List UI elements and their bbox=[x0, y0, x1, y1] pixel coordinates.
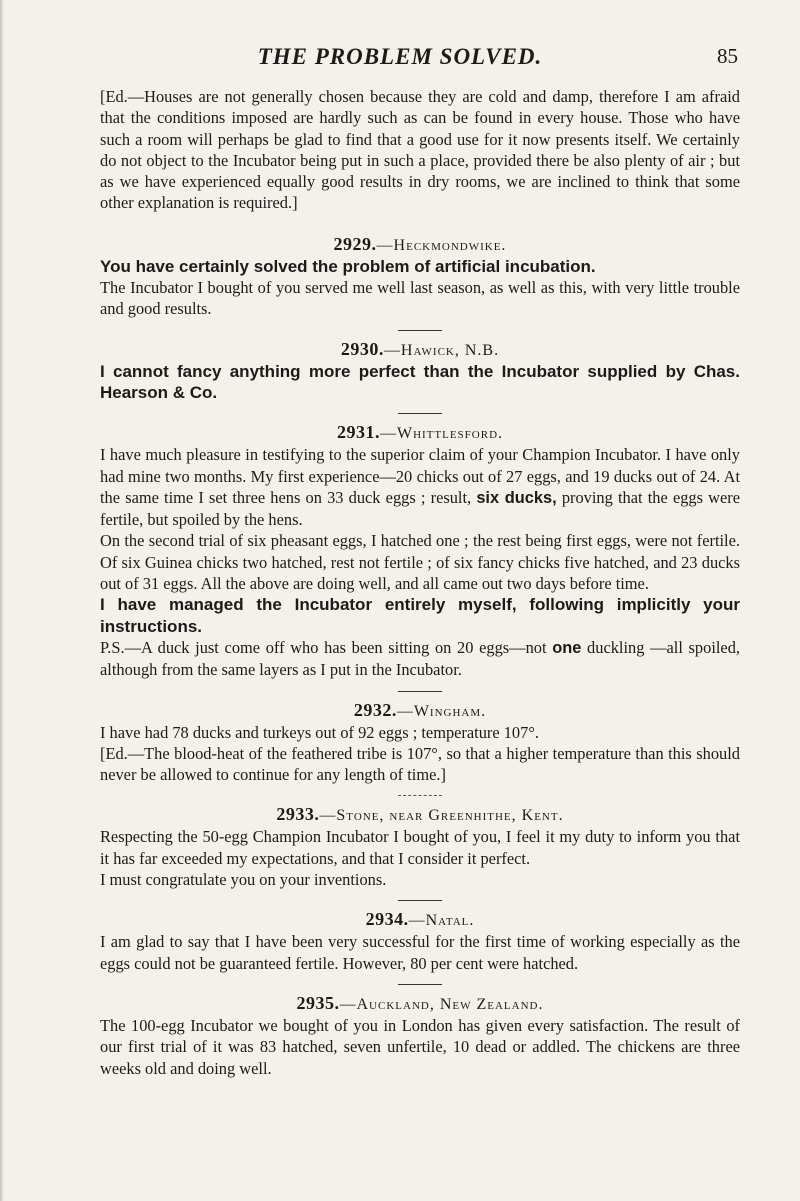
letter-body: I am glad to say that I have been very successful for the first time of working especially as the eggs could not be guaranteed fertile. However, 80 per cent were hatched. bbox=[100, 932, 740, 973]
letter-number: 2932. bbox=[353, 699, 397, 720]
letter-number: 2931. bbox=[336, 422, 380, 443]
letter-body: The Incubator I bought of you served me well last season, as well as this, with very little trouble and good results. bbox=[100, 278, 740, 319]
page-body bbox=[100, 86, 740, 1079]
text-run: I have much pleasure in testifying to the superior claim of your Champion Incubator. I have only had mine two months. My first experience—20 chicks out of 27 eggs, and 19 ducks out of 24. At the same time I set three hens on 33 duck eggs ; result, bbox=[100, 445, 740, 507]
divider-rule bbox=[398, 984, 442, 985]
letter-body: The 100-egg Incubator we bought of you in London has given every satisfaction. The result of our first trial of it was 83 hatched, seven unfertile, 10 dead or addled. The chickens are three weeks old and doing well. bbox=[100, 1015, 740, 1078]
letter-body: I have had 78 ducks and turkeys out of 92 eggs ; temperature 107°. bbox=[100, 722, 539, 742]
letter-place: —Auckland, New Zealand. bbox=[339, 995, 544, 1013]
divider-rule bbox=[398, 330, 442, 331]
letter-number: 2933. bbox=[276, 804, 320, 825]
letter-paragraph: On the second trial of six pheasant eggs, I hatched one ; the rest being first eggs, were not fertile. Of six Guinea chicks two hatched, rest not fertile ; of six fancy chicks five hatched, and 23 ducks out of 31 eggs. All the above are doing well, and all came out two days before time. bbox=[100, 531, 740, 594]
letter-number: 2930. bbox=[340, 338, 384, 359]
letter-heading-2929 bbox=[100, 234, 740, 255]
divider-rule bbox=[398, 795, 442, 796]
text-run: proving that the eggs were fertile, but spoiled by the hens. bbox=[100, 487, 741, 530]
letter-paragraph bbox=[100, 444, 740, 530]
letter-place: —Heckmondwike. bbox=[376, 236, 507, 254]
letter-heading-2932 bbox=[100, 700, 740, 721]
postscript bbox=[100, 637, 740, 681]
letter-heading-2933 bbox=[100, 804, 740, 825]
page-number: 85 bbox=[717, 44, 738, 68]
divider-rule bbox=[398, 413, 442, 414]
editor-note-intro: [Ed.—Houses are not generally chosen because they are cold and damp, therefore I am afraid that the conditions imposed are hardly such as can be found in every house. Those who have such a room will perhaps be glad to find that a good use for it now presents itself. We certainly do not object to the Incubator being put in such a place, provided there be also plenty of air ; but as we have experienced equally good results in dry rooms, we are inclined to think that some other explanation is required.] bbox=[100, 87, 740, 213]
emphasis-text: one bbox=[552, 638, 582, 657]
letter-place: —Hawick, N.B. bbox=[383, 341, 500, 359]
divider-rule bbox=[398, 691, 442, 692]
page-header bbox=[0, 44, 800, 74]
text-run: P.S.—A duck just come off who has been sitting on 20 eggs—not bbox=[100, 637, 553, 657]
letter-headline: I have managed the Incubator entirely myself, following implicitly your instructions. bbox=[100, 595, 740, 636]
letter-paragraph: I must congratulate you on your inventions. bbox=[100, 870, 387, 890]
letter-number: 2929. bbox=[333, 233, 377, 254]
editor-note: [Ed.—The blood-heat of the feathered tribe is 107°, so that a higher temperature than this should never be allowed to continue for any length of time.] bbox=[100, 743, 740, 785]
divider-rule bbox=[398, 900, 442, 901]
letter-heading-2934 bbox=[100, 909, 740, 930]
letter-place: —Wingham. bbox=[396, 702, 487, 720]
emphasis-text: six ducks, bbox=[476, 488, 557, 507]
letter-heading-2930 bbox=[100, 339, 740, 360]
letter-number: 2935. bbox=[296, 992, 340, 1013]
page-edge bbox=[0, 0, 4, 1201]
letter-headline: I cannot fancy anything more perfect than the Incubator supplied by Chas. Hearson & Co. bbox=[100, 361, 740, 402]
running-title: THE PROBLEM SOLVED. bbox=[257, 44, 543, 69]
letter-headline: You have certainly solved the problem of artificial incubation. bbox=[100, 256, 596, 276]
letter-place: —Stone, near Greenhithe, Kent. bbox=[319, 807, 564, 825]
letter-heading-2935 bbox=[100, 993, 740, 1014]
letter-number: 2934. bbox=[365, 909, 409, 930]
letter-heading-2931 bbox=[100, 422, 740, 443]
text-run: duckling —all spoiled, although from the same layers as I put in the Incubator. bbox=[100, 637, 741, 680]
letter-place: —Whittlesford. bbox=[379, 425, 504, 443]
letter-place: —Natal. bbox=[408, 912, 475, 930]
letter-paragraph: Respecting the 50-egg Champion Incubator I bought of you, I feel it my duty to inform you that it has far exceeded my expectations, and that I consider it perfect. bbox=[100, 827, 740, 868]
